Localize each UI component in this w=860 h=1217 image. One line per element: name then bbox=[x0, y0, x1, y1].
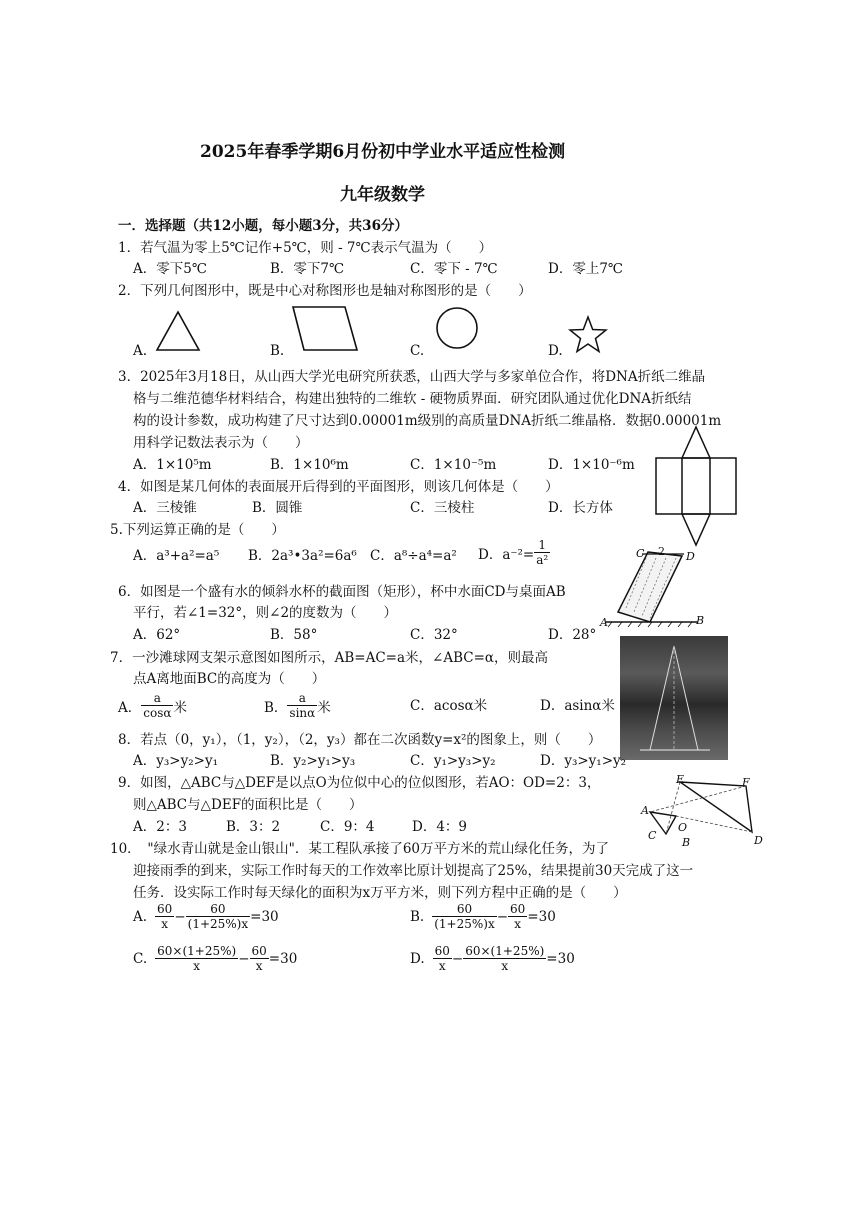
q6-label-c: C bbox=[636, 547, 645, 560]
q8-option-c: C．y₁>y₃>y₂ bbox=[410, 753, 496, 769]
q10-option-b bbox=[410, 902, 556, 931]
q10-d-fraction-1 bbox=[433, 944, 452, 973]
q10-b-den2: x bbox=[514, 917, 522, 931]
q1-option-c: C．零下 - 7℃ bbox=[410, 261, 498, 277]
q9-option-c: C．9：4 bbox=[320, 819, 375, 835]
q8-option-b: B．y₂>y₁>y₃ bbox=[270, 753, 356, 769]
q5-stem: 5.下列运算正确的是（ ） bbox=[110, 522, 285, 538]
q7-option-c: C．acosα米 bbox=[410, 698, 488, 714]
q7-b-denominator: sinα bbox=[289, 706, 316, 720]
q10-c-num1: 60×(1+25%) bbox=[157, 944, 237, 958]
q4-stem: 4．如图是某几何体的表面展开后得到的平面图形，则该几何体是（ ） bbox=[118, 479, 559, 495]
q4-option-b: B．圆锥 bbox=[252, 500, 303, 516]
q10-a-label: A. bbox=[133, 908, 148, 925]
q7-option-d: D．asinα米 bbox=[540, 698, 615, 714]
q9-label-b: B bbox=[682, 836, 691, 849]
parallelogram-icon bbox=[290, 305, 360, 353]
q10-d-num2: 60×(1+25%) bbox=[465, 944, 545, 958]
q6-label-2: 2 bbox=[658, 545, 665, 558]
q3-line2: 格与二维范德华材料结合，构建出独特的二维软 - 硬物质界面．研究团队通过优化DNA折纸结 bbox=[133, 391, 692, 407]
q1-option-a: A．零下5℃ bbox=[133, 261, 207, 277]
q7-option-a-prefix: A． bbox=[118, 699, 142, 716]
q1-option-d: D．零上7℃ bbox=[548, 261, 624, 277]
q10-a-num1: 60 bbox=[157, 902, 173, 916]
q10-c-rhs: =30 bbox=[268, 950, 298, 967]
q10-c-fraction-2 bbox=[250, 944, 269, 973]
q10-a-fraction-2 bbox=[186, 902, 251, 931]
q5-option-a: A．a³+a²=a⁵ bbox=[133, 548, 220, 564]
q7-option-b-unit: 米 bbox=[317, 699, 331, 716]
q9-label-c: C bbox=[648, 829, 657, 842]
q6-label-b: B bbox=[696, 614, 705, 627]
q10-d-den1: x bbox=[438, 959, 446, 973]
q8-option-a: A．y₃>y₂>y₁ bbox=[133, 753, 218, 769]
q2-option-d: D. bbox=[548, 343, 563, 359]
q7-a-denominator: cosα bbox=[143, 706, 172, 720]
q10-option-c bbox=[133, 944, 297, 973]
q9-label-o: O bbox=[678, 821, 688, 834]
q6-line1: 6．如图是一个盛有水的倾斜水杯的截面图（矩形），杯中水面CD与桌面AB bbox=[118, 584, 566, 600]
q10-b-num1: 60 bbox=[432, 902, 497, 917]
q7-b-numerator: a bbox=[287, 691, 317, 706]
q4-option-c: C．三棱柱 bbox=[410, 500, 475, 516]
q9-line1: 9．如图，△ABC与△DEF是以点O为位似中心的位似图形，若AO：OD=2：3， bbox=[118, 775, 601, 791]
q3-option-b: B．1×10⁶m bbox=[270, 457, 349, 473]
q5-option-c: C．a⁸÷a⁴=a² bbox=[370, 548, 457, 564]
q10-b-minus: − bbox=[496, 908, 509, 925]
q3-line4: 用科学记数法表示为（ ） bbox=[133, 435, 309, 451]
q2-option-b: B. bbox=[270, 343, 285, 359]
q6-label-d: D bbox=[686, 550, 695, 563]
q10-c-fraction-1 bbox=[155, 944, 238, 973]
q10-b-fraction-1 bbox=[432, 902, 497, 931]
circle-icon bbox=[434, 305, 480, 351]
q10-c-minus: − bbox=[238, 950, 250, 967]
q10-line3: 任务．设实际工作时每天绿化的面积为x万平方米，则下列方程中正确的是（ ） bbox=[133, 885, 627, 901]
q5-option-b: B．2a³•3a²=6a⁶ bbox=[248, 548, 357, 564]
exam-subtitle: 九年级数学 bbox=[340, 185, 425, 205]
q7-line2: 点A离地面BC的高度为（ ） bbox=[133, 671, 326, 687]
q3-option-d: D．1×10⁻⁶m bbox=[548, 457, 635, 473]
q6-line2: 平行，若∠1=32°，则∠2的度数为（ ） bbox=[133, 605, 398, 621]
q10-a-den1: x bbox=[161, 917, 169, 931]
q9-line2: 则△ABC与△DEF的面积比是（ ） bbox=[133, 797, 363, 813]
prism-net-figure bbox=[650, 425, 742, 547]
q10-c-num2: 60 bbox=[251, 944, 267, 958]
q9-option-a: A．2：3 bbox=[133, 819, 187, 835]
triangle-icon bbox=[155, 310, 201, 352]
q10-b-den1: (1+25%)x bbox=[434, 917, 495, 931]
q3-line3: 构的设计参数，成功构建了尺寸达到0.00001m级别的高质量DNA折纸二维晶格．数据0.00001m bbox=[133, 413, 722, 429]
q9-label-d: D bbox=[754, 834, 763, 847]
q4-option-a: A．三棱锥 bbox=[133, 500, 197, 516]
q10-line1: 10． "绿水青山就是金山银山"．某工程队承接了60万平方米的荒山绿化任务，为了 bbox=[110, 841, 610, 857]
q1-stem: 1．若气温为零上5℃记作+5℃，则 - 7℃表示气温为（ ） bbox=[118, 240, 493, 256]
q10-d-num1: 60 bbox=[434, 944, 450, 958]
section-heading: 一．选择题（共12小题，每小题3分，共36分） bbox=[118, 218, 408, 234]
q7-option-b bbox=[264, 691, 331, 720]
q10-b-fraction-2 bbox=[508, 902, 527, 931]
q7-a-numerator: a bbox=[141, 691, 173, 706]
q6-option-b: B．58° bbox=[270, 627, 318, 643]
q2-stem: 2．下列几何图形中，既是中心对称图形也是轴对称图形的是（ ） bbox=[118, 283, 532, 299]
q10-option-d bbox=[410, 944, 575, 973]
q5-d-denominator: a² bbox=[536, 553, 549, 567]
q5-option-d bbox=[478, 538, 550, 567]
q10-c-den1: x bbox=[193, 959, 201, 973]
q8-option-d: D．y₃>y₁>y₂ bbox=[540, 753, 627, 769]
q10-a-rhs: =30 bbox=[250, 908, 279, 925]
q9-label-e: E bbox=[676, 773, 685, 786]
q10-option-a bbox=[133, 902, 279, 931]
q7-line1: 7．一沙滩球网支架示意图如图所示，AB=AC=a米，∠ABC=α，则最高 bbox=[110, 650, 548, 666]
q10-line2: 迎接雨季的到来，实际工作时每天的工作效率比原计划提高了25%，结果提前30天完成了这一 bbox=[133, 863, 694, 879]
q10-c-label: C. bbox=[133, 950, 148, 967]
q7-option-a-unit: 米 bbox=[173, 699, 187, 716]
q10-a-fraction-1 bbox=[155, 902, 174, 931]
q6-label-a: A bbox=[600, 616, 608, 629]
q4-option-d: D．长方体 bbox=[548, 500, 613, 516]
q10-d-label: D. bbox=[410, 950, 425, 967]
q6-option-a: A．62° bbox=[133, 627, 181, 643]
q10-b-label: B. bbox=[410, 908, 425, 925]
q7-option-b-prefix: B． bbox=[264, 699, 288, 716]
q7-option-a-fraction bbox=[141, 691, 173, 720]
q10-a-den2: (1+25%)x bbox=[187, 917, 249, 931]
q8-stem: 8．若点（0，y₁），（1，y₂），（2，y₃）都在二次函数y=x²的图象上，则（ ） bbox=[118, 732, 602, 748]
q9-option-d: D．4：9 bbox=[412, 819, 468, 835]
q6-option-c: C．32° bbox=[410, 627, 458, 643]
q10-d-fraction-2 bbox=[463, 944, 546, 973]
q5-option-d-prefix: D．a⁻²= bbox=[478, 546, 535, 563]
q3-line1: 3．2025年3月18日，从山西大学光电研究所获悉，山西大学与多家单位合作，将DNA折纸二维晶 bbox=[118, 369, 706, 385]
beach-net-photo bbox=[620, 636, 728, 760]
q9-option-b: B．3：2 bbox=[226, 819, 281, 835]
q3-option-c: C．1×10⁻⁵m bbox=[410, 457, 497, 473]
q10-d-minus: − bbox=[451, 950, 464, 967]
q10-a-minus: − bbox=[174, 908, 186, 925]
exam-title: 2025年春季学期6月份初中学业水平适应性检测 bbox=[200, 142, 566, 162]
q10-d-den2: x bbox=[501, 959, 509, 973]
q9-label-a: A bbox=[641, 804, 649, 817]
q7-option-a bbox=[118, 691, 187, 720]
q2-option-a: A. bbox=[133, 343, 148, 359]
q5-option-d-fraction bbox=[534, 538, 550, 567]
star-icon bbox=[568, 315, 608, 353]
q10-d-rhs: =30 bbox=[546, 950, 575, 967]
q10-a-num2: 60 bbox=[186, 902, 251, 917]
q6-option-d: D．28° bbox=[548, 627, 597, 643]
q10-c-den2: x bbox=[255, 959, 263, 973]
q9-label-f: F bbox=[742, 776, 750, 789]
q2-option-c: C. bbox=[410, 343, 425, 359]
q1-option-b: B．零下7℃ bbox=[270, 261, 345, 277]
q7-option-b-fraction bbox=[287, 691, 317, 720]
q10-b-rhs: =30 bbox=[527, 908, 556, 925]
q10-b-num2: 60 bbox=[510, 902, 526, 916]
q3-option-a: A．1×10⁵m bbox=[133, 457, 212, 473]
q5-d-numerator: 1 bbox=[534, 538, 550, 553]
